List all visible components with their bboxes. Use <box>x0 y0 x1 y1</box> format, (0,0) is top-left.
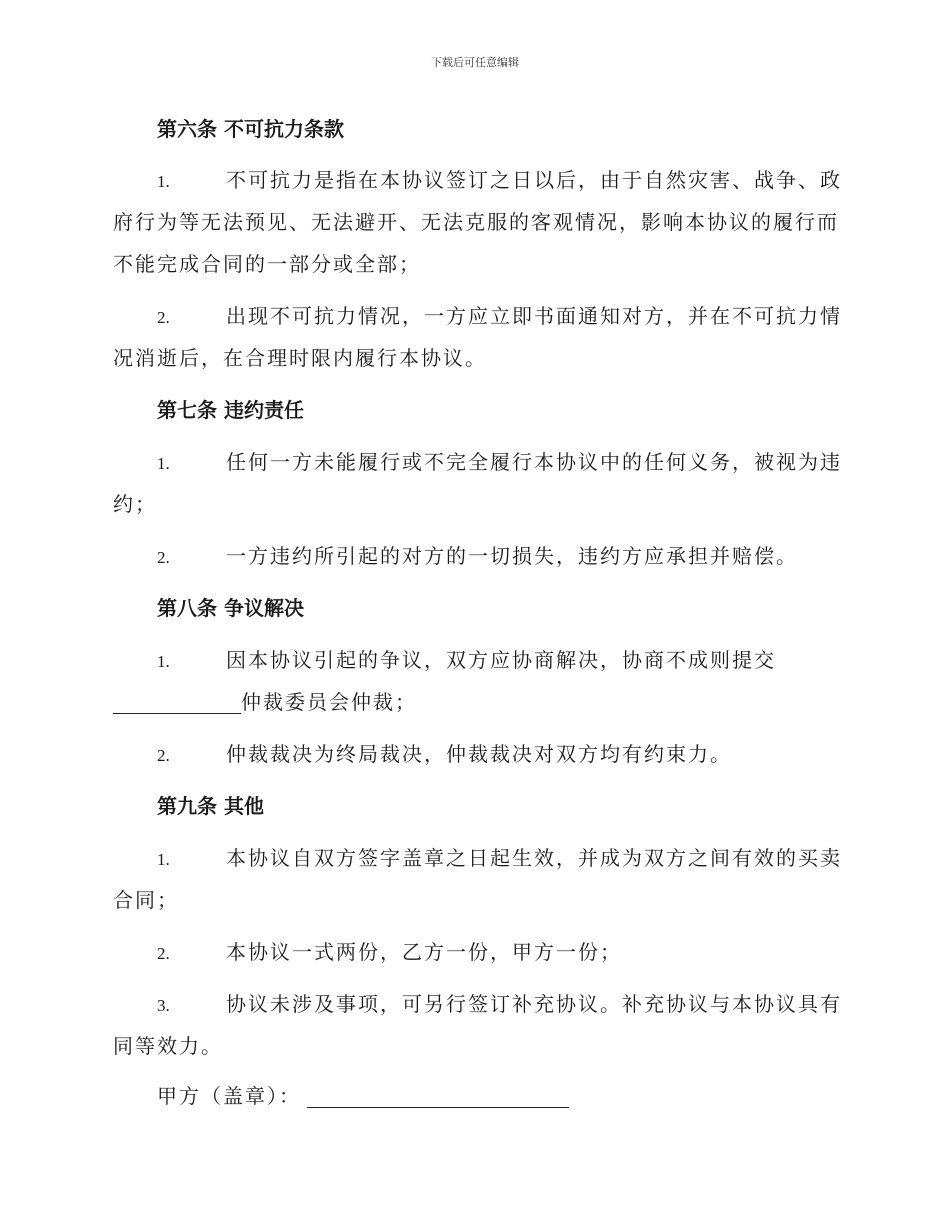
article-6-item-2-text: 况消逝后，在合理时限内履行本协议。 <box>113 346 487 370</box>
article-6-item-2-number: 2. <box>157 308 170 327</box>
party-a-signature-line <box>157 1084 569 1108</box>
article-9-item-3-text: 协议未涉及事项，可另行签订补充协议。补充协议与本协议具有 <box>226 992 842 1016</box>
article-6-title: 第六条 不可抗力条款 <box>157 117 344 141</box>
article-7-item-1-text: 任何一方未能履行或不完全履行本协议中的任何义务，被视为违 <box>226 450 842 474</box>
article-8-item-1-text: 仲裁委员会仲裁； <box>241 690 417 714</box>
article-9-item-2-number: 2. <box>157 944 170 963</box>
article-9-title: 第九条 其他 <box>157 794 264 818</box>
article-8-item-2-text: 仲裁裁决为终局裁决，仲裁裁决对双方均有约束力。 <box>226 742 732 766</box>
article-7-item-2-text: 一方违约所引起的对方的一切损失，违约方应承担并赔偿。 <box>226 544 798 568</box>
article-8-item-1-text: 因本协议引起的争议，双方应协商解决，协商不成则提交 <box>226 648 776 672</box>
article-7-title: 第七条 违约责任 <box>157 398 304 422</box>
article-6-item-1-text: 府行为等无法预见、无法避开、无法克服的客观情况，影响本协议的履行而 <box>113 210 839 234</box>
party-a-label: 甲方（盖章）： <box>157 1084 301 1108</box>
article-9-item-3-number: 3. <box>157 996 170 1015</box>
article-6-item-2-text: 出现不可抗力情况，一方应立即书面通知对方，并在不可抗力情 <box>226 304 842 328</box>
article-8-item-2-number: 2. <box>157 746 170 765</box>
page-header: 下载后可任意编辑 <box>431 56 519 69</box>
article-7-item-1-number: 1. <box>157 454 170 473</box>
article-7-item-1-text: 约； <box>113 492 157 516</box>
article-9-item-3-text: 同等效力。 <box>113 1034 223 1058</box>
arbitration-committee-blank[interactable] <box>113 693 241 714</box>
article-9-item-1-text: 合同； <box>113 888 179 912</box>
article-6-item-1-number: 1. <box>157 172 170 191</box>
article-6-item-1-text: 不可抗力是指在本协议签订之日以后，由于自然灾害、战争、政 <box>226 168 842 192</box>
article-9-item-2-text: 本协议一式两份，乙方一份，甲方一份； <box>226 940 622 964</box>
party-a-seal-blank[interactable] <box>307 1087 569 1108</box>
article-7-item-2-number: 2. <box>157 548 170 567</box>
article-8-item-1-line-2 <box>113 690 417 714</box>
article-8-title: 第八条 争议解决 <box>157 596 304 620</box>
article-6-item-1-text: 不能完成合同的一部分或全部； <box>113 252 421 276</box>
article-9-item-1-text: 本协议自双方签字盖章之日起生效，并成为双方之间有效的买卖 <box>226 846 842 870</box>
article-8-item-1-number: 1. <box>157 652 170 671</box>
article-9-item-1-number: 1. <box>157 850 170 869</box>
